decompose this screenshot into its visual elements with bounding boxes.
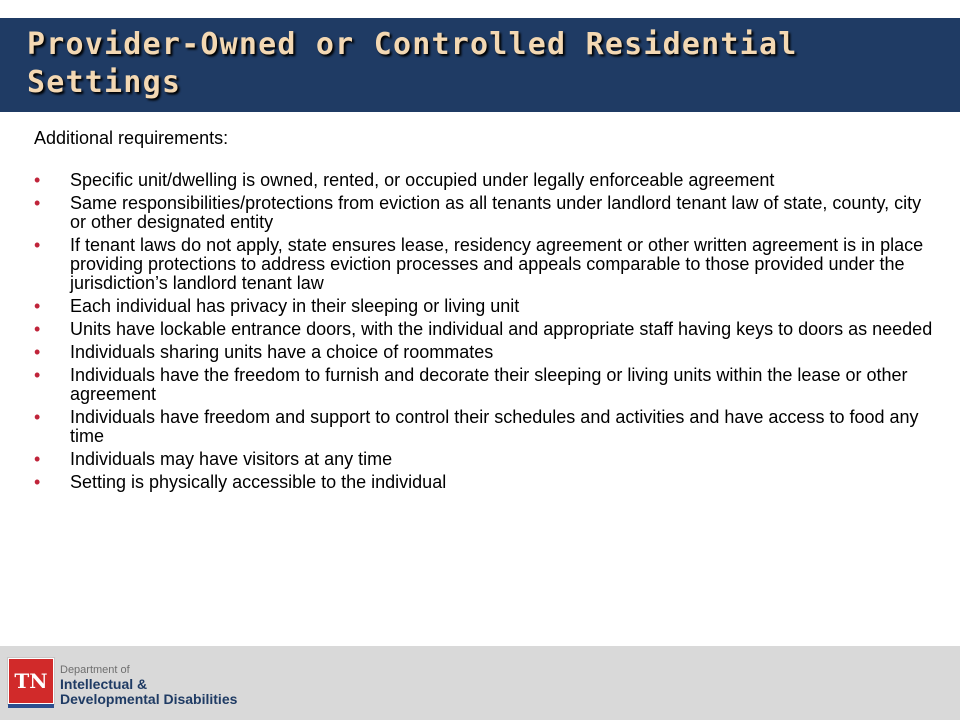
- list-item: [34, 366, 934, 404]
- dept-line-3: Developmental Disabilities: [60, 691, 238, 707]
- bullet-icon: •: [34, 449, 41, 469]
- slide-title: Provider-Owned or Controlled Residential Settings: [27, 27, 798, 100]
- list-item-text: Setting is physically accessible to the individual: [70, 472, 447, 492]
- bullet-icon: •: [34, 342, 41, 362]
- list-item-text: Individuals have the freedom to furnish and decorate their sleeping or living units within the lease or other agreement: [70, 365, 908, 404]
- list-item: [34, 450, 934, 469]
- dept-line-1: Department of: [60, 664, 130, 676]
- tn-logo: TN: [8, 658, 54, 704]
- bullet-icon: •: [34, 235, 41, 255]
- list-item: [34, 171, 934, 190]
- bullet-icon: •: [34, 319, 41, 339]
- list-item-text: If tenant laws do not apply, state ensures lease, residency agreement or other written agreement is in place providing protections to address eviction processes and appeals comparable to those provided under the jurisdiction’s landlord tenant law: [70, 235, 924, 293]
- bullet-icon: •: [34, 365, 41, 385]
- list-item-text: Individuals sharing units have a choice of roommates: [70, 342, 494, 362]
- list-item: [34, 343, 934, 362]
- list-item-text: Individuals may have visitors at any time: [70, 449, 393, 469]
- bullet-icon: •: [34, 407, 41, 427]
- bullet-icon: •: [34, 193, 41, 213]
- logo-stripe: [8, 704, 54, 708]
- requirements-list: [34, 171, 934, 492]
- list-item-text: Specific unit/dwelling is owned, rented, or occupied under legally enforceable agreement: [70, 170, 775, 190]
- dept-line-2: Intellectual &: [60, 676, 148, 692]
- bullet-icon: •: [34, 472, 41, 492]
- bullet-icon: •: [34, 296, 41, 316]
- department-name: [60, 664, 320, 707]
- list-item: [34, 408, 934, 446]
- list-item: [34, 236, 934, 293]
- list-item: [34, 320, 934, 339]
- list-item: [34, 194, 934, 232]
- list-item: [34, 473, 934, 492]
- list-item: [34, 297, 934, 316]
- title-bar: [0, 18, 960, 112]
- list-item-text: Individuals have freedom and support to control their schedules and activities and have access to food any time: [70, 407, 919, 446]
- bullet-icon: •: [34, 170, 41, 190]
- slide-content: [34, 126, 934, 496]
- intro-text: Additional requirements:: [34, 128, 229, 148]
- list-item-text: Units have lockable entrance doors, with the individual and appropriate staff having keys to doors as needed: [70, 319, 933, 339]
- list-item-text: Same responsibilities/protections from eviction as all tenants under landlord tenant law of state, county, city or other designated entity: [70, 193, 922, 232]
- list-item-text: Each individual has privacy in their sleeping or living unit: [70, 296, 520, 316]
- footer-bar: [0, 646, 960, 720]
